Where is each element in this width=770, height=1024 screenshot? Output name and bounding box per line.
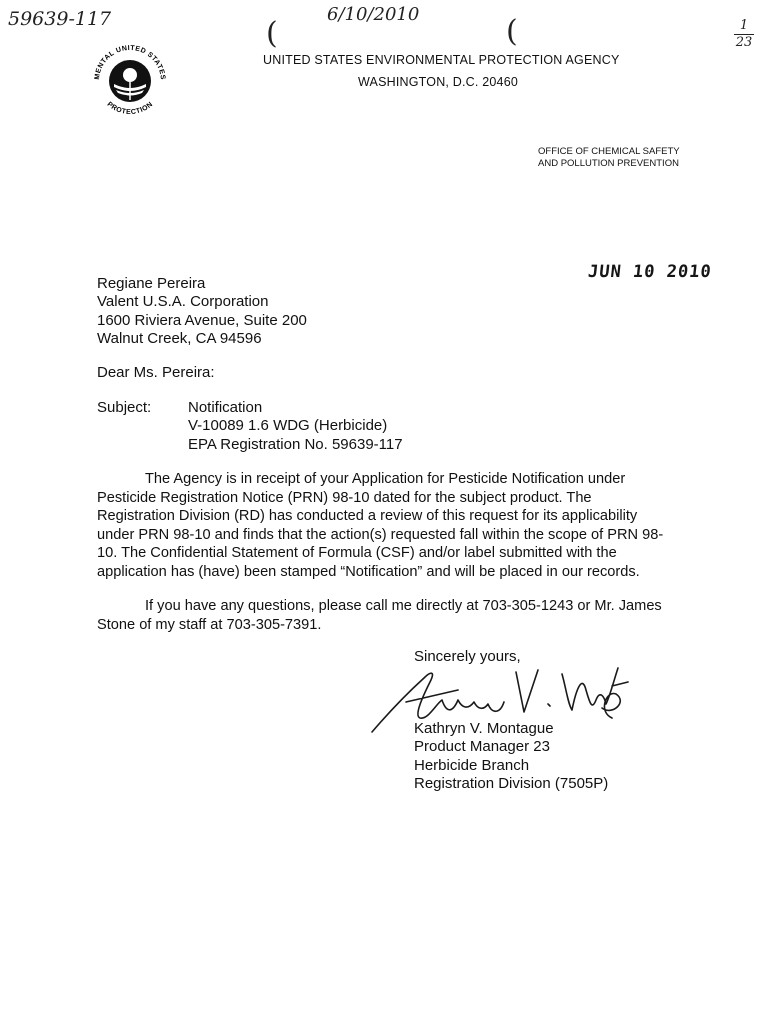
signer-division: Registration Division (7505P) <box>414 774 609 792</box>
handwritten-registration-number: 59639-117 <box>8 8 112 30</box>
paragraph-1-line: application has (have) been stamped “Notification” and will be placed in our records. <box>97 563 640 580</box>
paragraph-1-line: The Agency is in receipt of your Application for Pesticide Notification under <box>145 471 626 487</box>
epa-seal-graphic <box>87 38 173 124</box>
recipient-street: 1600 Riviera Avenue, Suite 200 <box>97 311 307 329</box>
salutation: Dear Ms. Pereira: <box>97 364 215 381</box>
paragraph-1-line: 10. The Confidential Statement of Formula (CSF) and/or label submitted with the <box>97 545 617 562</box>
handwritten-mark-left: ( <box>266 16 278 51</box>
subject-line-1: Notification <box>188 399 263 416</box>
signer-name: Kathryn V. Montague <box>414 720 554 737</box>
subject-line-3: EPA Registration No. 59639-117 <box>188 435 403 453</box>
handwritten-date: 6/10/2010 <box>327 4 420 25</box>
paragraph-2-line: Stone of my staff at 703-305-7391. <box>97 616 322 633</box>
recipient-name: Regiane Pereira <box>97 275 206 292</box>
epa-seal <box>87 38 173 124</box>
page-mark-bottom: 23 <box>735 35 753 50</box>
signer-block <box>414 720 608 793</box>
seal-bottom-text: PROTECTION <box>105 100 155 117</box>
handwritten-mark-right: ( <box>506 14 518 49</box>
paragraph-1-line: Registration Division (RD) has conducted a review of this request for its applicability <box>97 508 638 525</box>
signer-branch: Herbicide Branch <box>414 756 530 774</box>
closing: Sincerely yours, <box>414 648 521 665</box>
subject-label: Subject: <box>97 399 152 416</box>
signer-title: Product Manager 23 <box>414 738 550 756</box>
paragraph-1-line: under PRN 98-10 and finds that the action(s) requested fall within the scope of PRN 98- <box>97 526 664 543</box>
agency-city: WASHINGTON, D.C. 20460 <box>358 75 518 89</box>
seal-top-text: MENTAL UNITED STATES <box>93 44 167 81</box>
paragraph-1-line: Pesticide Registration Notice (PRN) 98-10 dated for the subject product. The <box>97 489 592 506</box>
recipient-address <box>97 275 307 348</box>
recipient-company: Valent U.S.A. Corporation <box>97 293 269 311</box>
body-paragraph-1 <box>97 470 663 582</box>
body-paragraph-2 <box>97 597 662 634</box>
subject-lines <box>188 399 403 454</box>
office-block <box>538 146 680 170</box>
office-line-2: AND POLLUTION PREVENTION <box>538 158 679 169</box>
paragraph-2-line: If you have any questions, please call me directly at 703-305-1243 or Mr. James <box>145 598 662 614</box>
recipient-city: Walnut Creek, CA 94596 <box>97 329 262 347</box>
office-line-1: OFFICE OF CHEMICAL SAFETY <box>538 146 680 157</box>
handwritten-page-mark <box>728 18 760 50</box>
subject-line-2: V-10089 1.6 WDG (Herbicide) <box>188 417 388 435</box>
date-stamp: JUN 10 2010 <box>586 262 713 282</box>
page-mark-top: 1 <box>739 18 749 33</box>
agency-name: UNITED STATES ENVIRONMENTAL PROTECTION AGENCY <box>263 53 620 67</box>
